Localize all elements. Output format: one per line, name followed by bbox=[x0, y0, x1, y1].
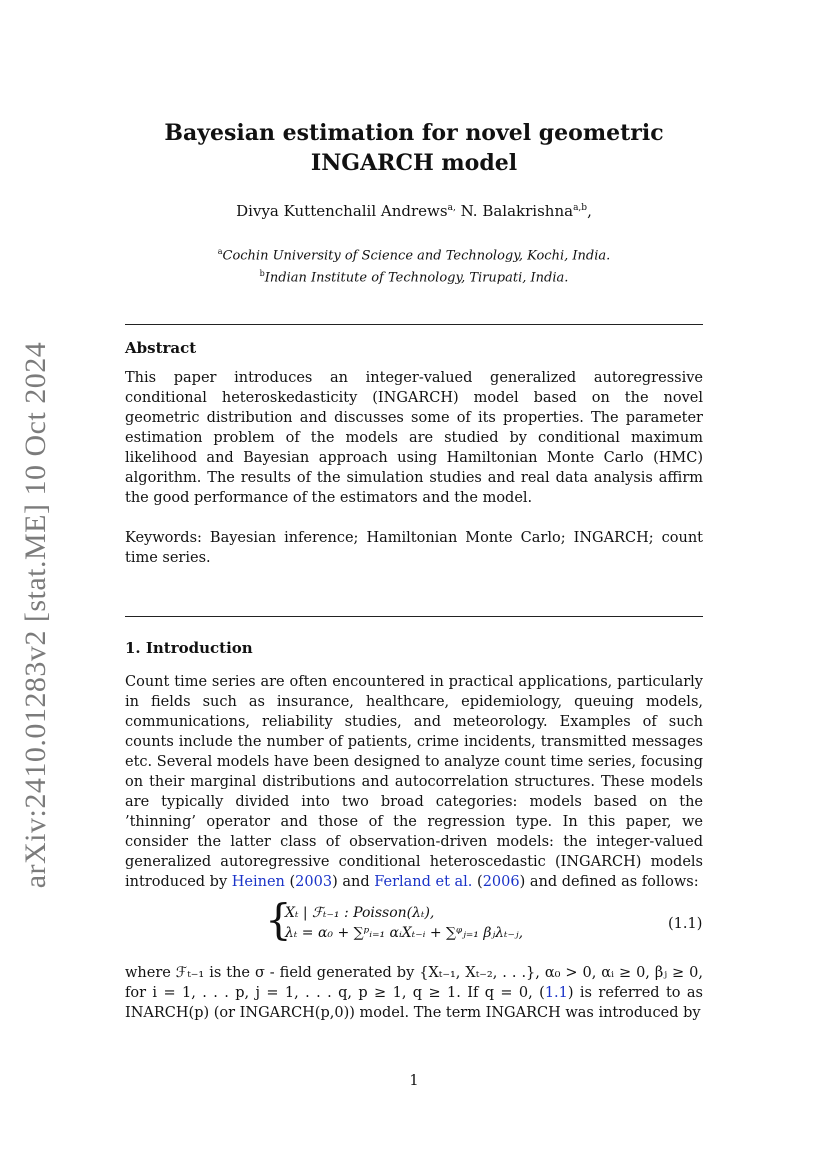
affiliation-2 bbox=[125, 265, 703, 287]
keywords: Keywords: Bayesian inference; Hamiltonian Monte Carlo; INGARCH; count time series. bbox=[125, 530, 703, 566]
equation-brace: { bbox=[265, 895, 292, 944]
citation-heinen-year[interactable]: 2003 bbox=[295, 874, 333, 890]
equation-ref-link[interactable]: 1.1 bbox=[544, 985, 568, 1001]
affiliation-1-text: Cochin University of Science and Technology, Kochi, India. bbox=[222, 248, 611, 264]
equation-line-1: Xₜ | ℱₜ₋₁ : Poisson(λₜ), bbox=[285, 905, 435, 921]
abstract-text: This paper introduces an integer-valued generalized autoregressive conditional heteroskedasticity (INGARCH) model based on the novel geometric distribution and discusses some of its properties. The parameter estimation problem of the models are studied by conditional maximum likelihood and Bayesian approach using Hamiltonian Monte Carlo (HMC) algorithm. The results of the simulation studies and real data analysis affirm the good performance of the estimators and the model. bbox=[125, 370, 703, 506]
post-equation-paragraph bbox=[125, 963, 703, 1023]
paper-title bbox=[125, 118, 703, 178]
post-eq-text-1: where ℱₜ₋₁ is the σ - field generated by {Xₜ₋₁, Xₜ₋₂, . . .}, α₀ > 0, αᵢ ≥ 0, βⱼ ≥ 0, for i = 1, . . . p, j = 1, . . . q, p ≥ 1, q ≥ 1. If q = 0, ( bbox=[125, 965, 703, 1001]
author-1-affil: a, bbox=[447, 203, 456, 213]
affiliation-1-mark: a bbox=[217, 247, 223, 256]
affiliations bbox=[125, 243, 703, 288]
affiliation-1 bbox=[125, 243, 703, 265]
author-2-affil: a,b bbox=[573, 203, 588, 213]
equation-number: (1.1) bbox=[668, 916, 703, 932]
arxiv-id-text: arXiv:2410.01283v2 [stat.ME] 10 Oct 2024 bbox=[19, 341, 52, 889]
page-number: 1 bbox=[409, 1073, 419, 1089]
intro-text-2: ) and defined as follows: bbox=[519, 874, 699, 890]
authors-line bbox=[125, 202, 703, 220]
citation-ferland[interactable]: Ferland et al. bbox=[374, 874, 473, 890]
author-2-name: N. Balakrishna bbox=[460, 202, 574, 220]
post-eq-text-2: ) is referred to as INARCH(p) (or INGARCH(p,0)) model. The term INGARCH was introduced by bbox=[125, 985, 703, 1021]
equation-1-1 bbox=[265, 895, 565, 947]
section-heading: 1. Introduction bbox=[125, 639, 253, 657]
affiliation-2-mark: b bbox=[259, 269, 265, 279]
author-tail: , bbox=[587, 202, 592, 220]
affiliation-2-text: Indian Institute of Technology, Tirupati, India. bbox=[264, 270, 569, 286]
citation-ferland-year[interactable]: 2006 bbox=[482, 874, 520, 890]
intro-text-1: Count time series are often encountered in practical applications, particularly in fields such as insurance, healthcare, epidemiology, queuing models, communications, reliability studies, and meteorology. Examples of such counts include the number of patients, crime incidents, transmitted messages etc. Several models have been designed to analyze count time series, focusing on their marginal distributions and autocorrelation structures. These models are typically divided into two broad categories: models based on the ’thinning’ operator and those of the regression type. In this paper, we consider the latter class of observation-driven models: the integer-valued generalized autoregressive conditional heteroscedastic (INGARCH) models introduced by bbox=[125, 674, 703, 890]
citation-heinen[interactable]: Heinen bbox=[231, 874, 285, 890]
arxiv-sidebar-stamp bbox=[14, 341, 58, 889]
equation-line-2: λₜ = α₀ + ∑ᵖᵢ₌₁ αᵢXₜ₋ᵢ + ∑ᵠⱼ₌₁ βⱼλₜ₋ⱼ, bbox=[285, 925, 524, 941]
author-1-name: Divya Kuttenchalil Andrews bbox=[236, 202, 448, 220]
title-line-1: Bayesian estimation for novel geometric bbox=[164, 120, 664, 146]
top-rule bbox=[125, 324, 703, 325]
bottom-rule bbox=[125, 616, 703, 617]
abstract-heading: Abstract bbox=[125, 339, 197, 357]
intro-paragraph: Count time series are often encountered in practical applications, particularly in fields such as insurance, healthcare, epidemiology, queuing models, communications, reliability studies, and meteorology. Examples of such counts include the number of patients, crime incidents, transmitted messages etc. Several models have been designed to analyze count time series, focusing on their marginal distributions and autocorrelation structures. These models are typically divided into two broad categories: models based on the ’thinning’ operator and those of the regression type. In this paper, we consider the latter class of observation-driven models: the integer-valued generalized autoregressive conditional heteroscedastic (INGARCH) models introduced by Heinen (2003) and Ferland et al. (2006) and defined as follows: bbox=[125, 674, 703, 890]
title-line-2: INGARCH model bbox=[310, 150, 518, 176]
